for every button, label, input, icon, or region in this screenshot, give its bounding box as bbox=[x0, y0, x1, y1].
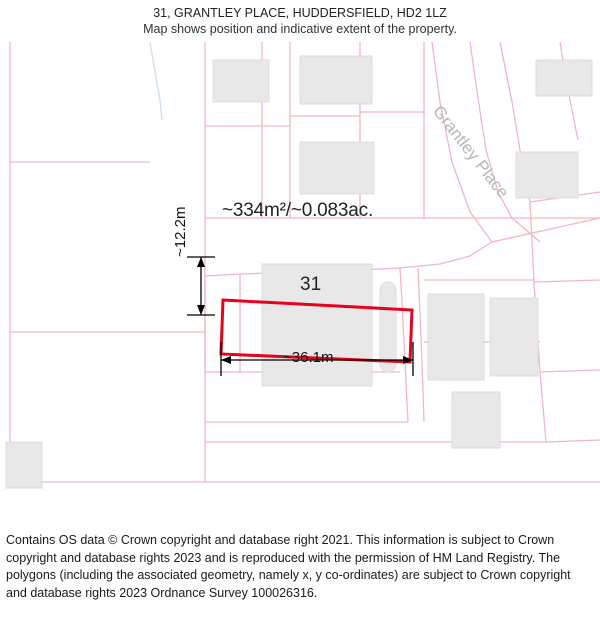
building bbox=[6, 442, 42, 488]
page-title: 31, GRANTLEY PLACE, HUDDERSFIELD, HD2 1LZ bbox=[153, 6, 447, 20]
building bbox=[452, 392, 500, 448]
building bbox=[300, 142, 374, 194]
area-label: ~334m²/~0.083ac. bbox=[222, 200, 374, 221]
width-label: ~36.1m bbox=[283, 349, 334, 366]
building bbox=[536, 60, 592, 96]
map-header bbox=[0, 0, 600, 37]
page-subtitle: Map shows position and indicative extent of the property. bbox=[143, 22, 457, 36]
building bbox=[516, 152, 578, 198]
map-canvas[interactable] bbox=[0, 42, 600, 526]
street-name-label: Grantley Place bbox=[429, 102, 513, 202]
plot-number-label: 31 bbox=[300, 274, 322, 295]
building bbox=[213, 60, 269, 102]
building bbox=[490, 298, 538, 376]
copyright-footer: Contains OS data © Crown copyright and database right 2021. This information is subject to Crown copyright and database rights 2023 and is reproduced with the permission of HM Land Registry. The polygons (including the associated geometry, namely x, y co-ordinates) are subject to Crown copyright and database rights 2023 Ordnance Survey 100026316. bbox=[6, 533, 571, 600]
building bbox=[428, 294, 484, 380]
height-label: ~12.2m bbox=[172, 206, 189, 257]
building bbox=[300, 56, 372, 104]
building bbox=[380, 282, 396, 372]
